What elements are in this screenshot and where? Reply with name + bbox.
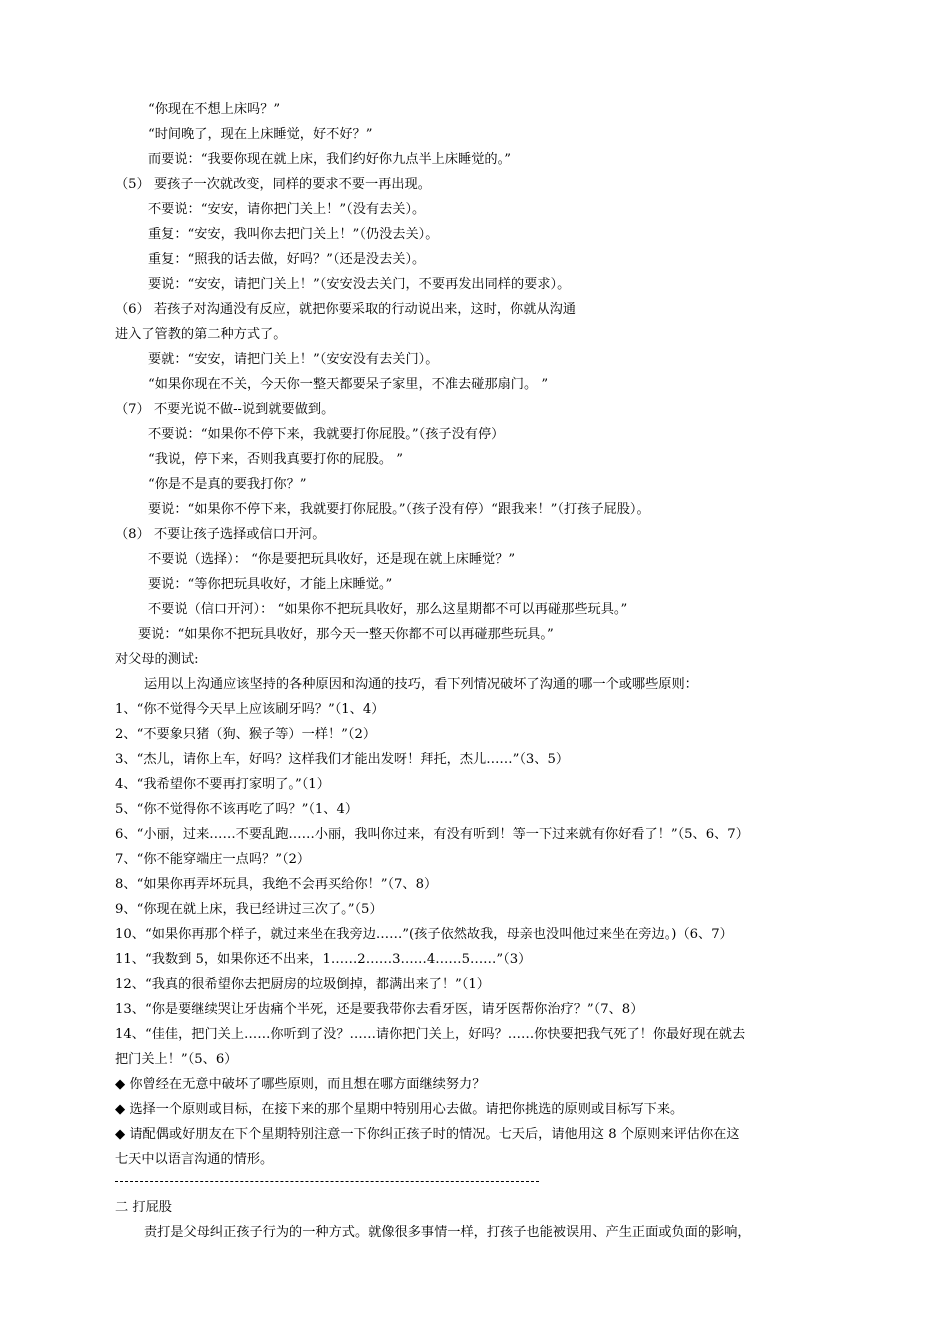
text-line: “你现在不想上床吗？” bbox=[148, 102, 281, 117]
list-item: 5、“你不觉得你不该再吃了吗？”（1、4） bbox=[115, 802, 359, 817]
list-item: 8、“如果你再弄坏玩具，我绝不会再买给你！”（7、8） bbox=[115, 877, 438, 892]
text-line: （5） 要孩子一次就改变，同样的要求不要一再出现。 bbox=[115, 177, 431, 192]
text-line: 要说：“等你把玩具收好，才能上床睡觉。” bbox=[148, 577, 393, 592]
text-line: （8） 不要让孩子选择或信口开河。 bbox=[115, 527, 326, 542]
text-line: 不要说（选择）： “你是要把玩具收好，还是现在就上床睡觉？” bbox=[148, 552, 516, 567]
text-line: 要说：“如果你不停下来，我就要打你屁股。”（孩子没有停）“跟我来！”（打孩子屁股）。 bbox=[148, 502, 650, 517]
list-item: 14、“佳佳，把门关上……你听到了没？……请你把门关上，好吗？……你快要把我气死了！你最好现在就去 bbox=[115, 1027, 746, 1042]
text-line: 不要说：“安安，请你把门关上！”（没有去关）。 bbox=[148, 202, 426, 217]
text-line: “你是不是真的要我打你？” bbox=[148, 477, 307, 492]
list-item: 6、“小丽，过来……不要乱跑……小丽，我叫你过来，有没有听到！等一下过来就有你好看了！”（5、6、7） bbox=[115, 827, 749, 842]
bullet-item: ◆ 你曾经在无意中破坏了哪些原则，而且想在哪方面继续努力？ bbox=[115, 1077, 486, 1092]
list-item: 11、“我数到 5，如果你还不出来，1……2……3……4……5……”（3） bbox=[115, 952, 532, 967]
list-item: 13、“你是要继续哭让牙齿痛个半死，还是要我带你去看牙医，请牙医帮你治疗？”（7、8） bbox=[115, 1002, 644, 1017]
text-line: 进入了管教的第二种方式了。 bbox=[115, 327, 287, 342]
text-line: 责打是父母纠正孩子行为的一种方式。就像很多事情一样，打孩子也能被误用、产生正面或负面的影响， bbox=[144, 1225, 751, 1240]
list-item: 7、“你不能穿端庄一点吗？”（2） bbox=[115, 852, 311, 867]
bullet-item: ◆ 选择一个原则或目标，在接下来的那个星期中特别用心去做。请把你挑选的原则或目标写下来。 bbox=[115, 1102, 684, 1117]
text-line: 要说：“如果你不把玩具收好，那今天一整天你都不可以再碰那些玩具。” bbox=[138, 627, 554, 642]
list-item: 把门关上！”（5、6） bbox=[115, 1052, 238, 1067]
text-line: 不要说（信口开河）： “如果你不把玩具收好，那么这星期都不可以再碰那些玩具。” bbox=[148, 602, 628, 617]
list-item: 1、“你不觉得今天早上应该刷牙吗？”（1、4） bbox=[115, 702, 385, 717]
text-line: （6） 若孩子对沟通没有反应，就把你要采取的行动说出来，这时，你就从沟通 bbox=[115, 302, 576, 317]
section-divider bbox=[115, 1181, 539, 1182]
text-line: （7） 不要光说不做--说到就要做到。 bbox=[115, 402, 335, 417]
text-line: “时间晚了，现在上床睡觉，好不好？” bbox=[148, 127, 373, 142]
text-line: 重复：“照我的话去做，好吗？”（还是没去关）。 bbox=[148, 252, 426, 267]
text-line: 而要说：“我要你现在就上床，我们约好你九点半上床睡觉的。” bbox=[148, 152, 511, 167]
text-line: 要就：“安安，请把门关上！”（安安没有去关门）。 bbox=[148, 352, 439, 367]
text-line: “我说，停下来，否则我真要打你的屁股。 ” bbox=[148, 452, 404, 467]
list-item: 4、“我希望你不要再打家明了。”（1） bbox=[115, 777, 330, 792]
text-line: 运用以上沟通应该坚持的各种原因和沟通的技巧，看下列情况破坏了沟通的哪一个或哪些原则： bbox=[144, 677, 698, 692]
list-item: 3、“杰儿，请你上车，好吗？这样我们才能出发呀！拜托，杰儿……”（3、5） bbox=[115, 752, 570, 767]
list-item: 10、“如果你再那个样子，就过来坐在我旁边……”(孩子依然故我，母亲也没叫他过来坐在旁边。)（6、7） bbox=[115, 927, 733, 942]
text-line: 重复：“安安，我叫你去把门关上！”（仍没去关）。 bbox=[148, 227, 439, 242]
text-line: 要说：“安安，请把门关上！”（安安没去关门，不要再发出同样的要求）。 bbox=[148, 277, 571, 292]
section-label: 对父母的测试: bbox=[115, 652, 199, 667]
section-heading: 二 打屁股 bbox=[115, 1200, 172, 1215]
text-line: 不要说：“如果你不停下来，我就要打你屁股。”（孩子没有停） bbox=[148, 427, 505, 442]
list-item: 2、“不要象只猪（狗、猴子等）一样！”（2） bbox=[115, 727, 377, 742]
bullet-item: ◆ 请配偶或好朋友在下个星期特别注意一下你纠正孩子时的情况。七天后，请他用这 8 个原则来评估你在这 bbox=[115, 1127, 740, 1142]
bullet-item: 七天中以语言沟通的情形。 bbox=[115, 1152, 274, 1167]
text-line: “如果你现在不关，今天你一整天都要呆子家里，不准去碰那扇门。 ” bbox=[148, 377, 549, 392]
list-item: 12、“我真的很希望你去把厨房的垃圾倒掉，都满出来了！”（1） bbox=[115, 977, 490, 992]
list-item: 9、“你现在就上床，我已经讲过三次了。”（5） bbox=[115, 902, 383, 917]
